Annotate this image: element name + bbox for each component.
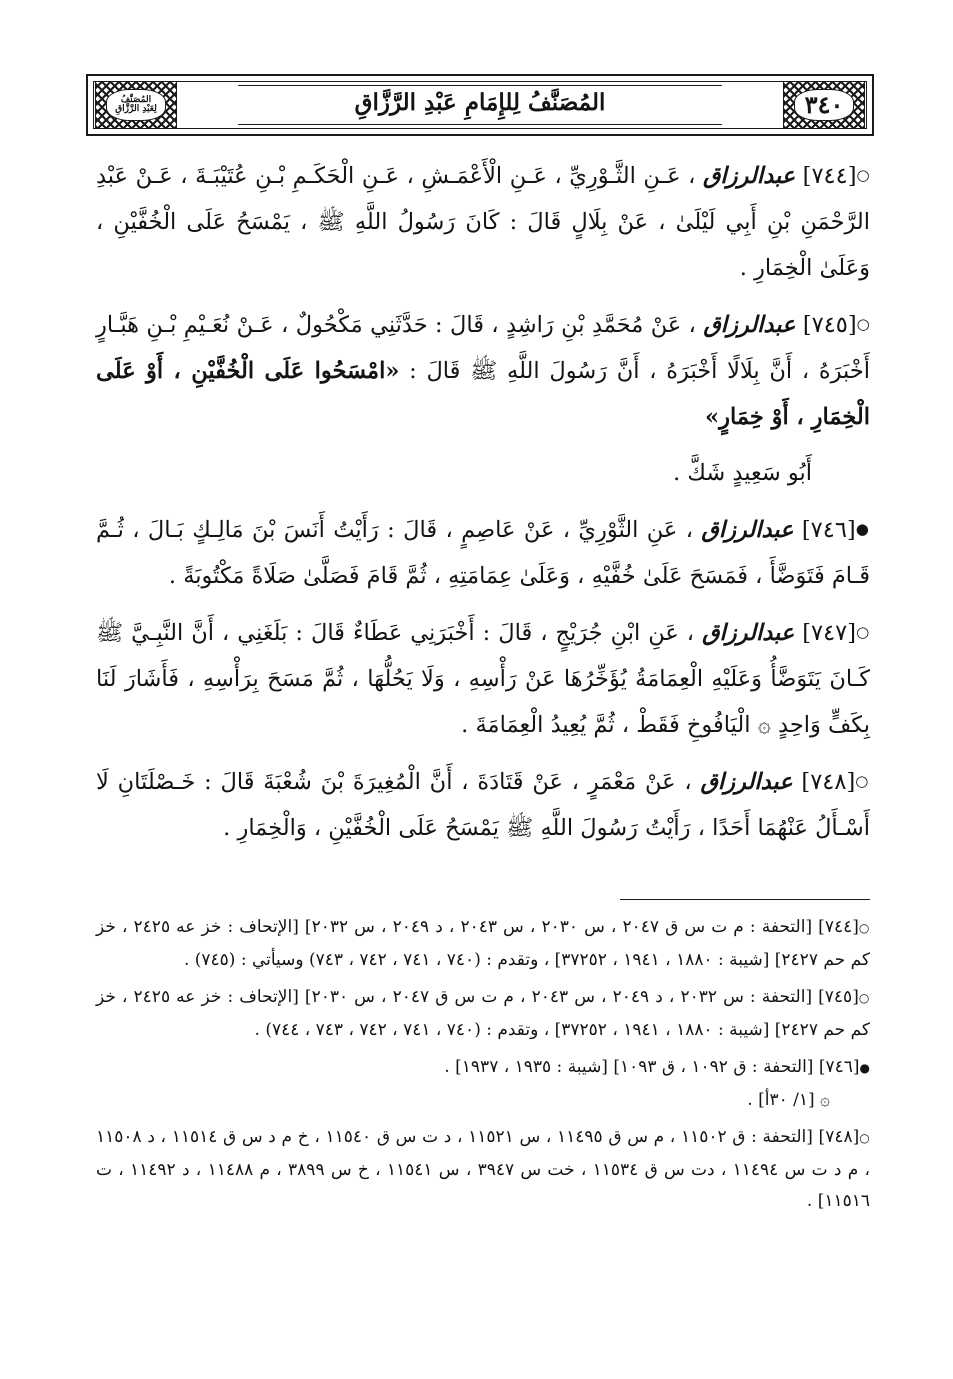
hadith-marker: ○ <box>855 772 871 790</box>
book-seal <box>106 89 166 121</box>
hadith-author: عبدالرزاق <box>703 312 796 338</box>
hadith-text: ، عَنْ مُحَمَّدِ بْنِ رَاشِدٍ ، قَالَ : حَدَّثَنِي مَكْحُولٌ ، عَـنْ نُعَـيْمِ بْـنِ هَبَّـارٍ أَخْبَرَهُ ، أَنَّ بِلَالًا أَخْبَرَهُ ، أَنَّ رَسُولَ اللَّهِ ﷺ قَالَ : <box>96 312 870 384</box>
hadith-746 <box>96 506 870 599</box>
hadith-text: ، عَنِ ابْنِ جُرَيْجٍ ، قَالَ : أَخْبَرَنِي عَطَاءٌ قَالَ : بَلَغَنِي ، أَنَّ النَّبِـيَّ ﷺ كَـانَ يَتَوَضَّأُ وَعَلَيْهِ الْعِمَامَةُ يُؤَخِّرُهَا عَنْ رَأْسِهِ ، وَلَا يَحُلُّهَا ، ثُمَّ مَسَحَ بِرَأْسِهِ ، فَأَشَارَ لَنَا بِكَفٍّ وَاحِدٍ ۞ الْيَافُوخِ فَقَطْ ، ثُمَّ يُعِيدُ الْعِمَامَةَ . <box>96 620 870 738</box>
hadith-marker: ● <box>855 520 871 538</box>
hadith-number: [٧٤٦] <box>801 517 856 543</box>
footnote-marker: ○ <box>859 1131 870 1145</box>
footnote-745 <box>96 982 870 1046</box>
footnote-marker: ● <box>859 1061 870 1075</box>
seal-line-1: المُصَنَّفُ <box>120 94 152 105</box>
footnote-marker: ○ <box>858 991 870 1005</box>
footnote-744 <box>96 912 870 976</box>
hadith-748 <box>96 758 870 851</box>
footnotes <box>96 912 870 1224</box>
hadith-marker: ○ <box>856 623 871 641</box>
page-number: ٣٤٠ <box>804 90 844 119</box>
footnote-text: [٧٤٥] [التحفة : س ٢٠٣٢ ، د ٢٠٤٩ ، س ٢٠٤٣ ، م ت س ق ٢٠٤٧ ، س ٢٠٣٠] [الإتحاف : خز عه ٢٤٢٥ ، خز كم حم ٢٤٢٧] [شيبة : ١٨٨٠ ، ١٩٤١ ، ٣٧٢٥٢] ، وتقدم : (٧٤٠ ، ٧٤١ ، ٧٤٢ ، ٧٤٣ ، ٧٤٤) . <box>96 987 870 1040</box>
hadith-number: [٧٤٧] <box>802 620 857 646</box>
main-text <box>96 152 870 861</box>
hadith-number: [٧٤٨] <box>801 769 856 795</box>
hadith-author: عبدالرزاق <box>700 769 793 795</box>
hadith-text: ، عَنِ الثَّوْرِيِّ ، عَنْ عَاصِمٍ ، قَالَ : رَأَيْتُ أَنَسَ بْنَ مَالِـكٍ بَـالَ ، ثُـمَّ قَـامَ فَتَوَضَّأَ ، فَمَسَحَ عَلَىٰ خُفَّيْهِ ، وَعَلَىٰ عِمَامَتِهِ ، ثُمَّ قَامَ فَصَلَّىٰ صَلَاةً مَكْتُوبَةً . <box>96 517 870 589</box>
footnote-marker: ○ <box>858 921 871 935</box>
footnote-746 <box>96 1052 870 1085</box>
page-header <box>86 74 874 136</box>
footnote-746-page-ref: ۞ [١/ ٣٠أ] . <box>747 1089 830 1110</box>
footnote-text: [٧٤٦] [التحفة : ق ١٠٩٢ ، ق ١٠٩٣] [شيبة : ١٩٣٥ ، ١٩٣٧] . <box>444 1057 860 1077</box>
hadith-number: [٧٤٥] <box>802 312 857 338</box>
book-seal-ornament <box>95 81 177 129</box>
hadith-745 <box>96 301 870 440</box>
hadith-text: ، عَنْ مَعْمَرٍ ، عَنْ قَتَادَةَ ، أَنَّ الْمُغِيرَةَ بْنَ شُعْبَةَ قَالَ : خَـصْلَتَانِ لَا أَسْـأَلُ عَنْهُمَا أَحَدًا ، رَأَيْتُ رَسُولَ اللَّهِ ﷺ يَمْسَحُ عَلَى الْخُفَّيْنِ ، وَالْخِمَارِ . <box>96 769 870 841</box>
footnote-separator <box>620 899 870 900</box>
header-rule-bottom <box>238 124 722 125</box>
hadith-author: عبدالرزاق <box>702 163 796 189</box>
header-rule-top <box>238 85 722 86</box>
running-title: المُصَنَّفُ لِلإِمَامِ عَبْدِ الرَّزَّاقِ <box>354 89 606 116</box>
hadith-text: ، عَـنِ الثَّـوْرِيِّ ، عَـنِ الْأَعْمَـشِ ، عَـنِ الْحَكَـمِ بْـنِ عُتَيْبَـةَ ، عَـنْ عَبْدِ الرَّحْمَنِ بْنِ أَبِي لَيْلَىٰ ، عَنْ بِلَالٍ قَالَ : كَانَ رَسُولُ اللَّهِ ﷺ ، يَمْسَحُ عَلَى الْخُفَّيْنِ ، وَعَلَىٰ الْخِمَارِ . <box>96 163 870 281</box>
hadith-745-note: أَبُو سَعِيدٍ شَكَّ . <box>673 460 812 486</box>
hadith-744 <box>96 152 870 291</box>
hadith-author: عبدالرزاق <box>702 620 795 646</box>
footnote-text: [٧٤٤] [التحفة : م ت س ق ٢٠٤٧ ، س ٢٠٣٠ ، س ٢٠٤٣ ، د ٢٠٤٩ ، س ٢٠٣٢] [الإتحاف : خز عه ٢٤٢٥ ، خز كم حم ٢٤٢٧] [شيبة : ١٨٨٠ ، ١٩٤١ ، ٣٧٢٥٢] ، وتقدم : (٧٤٠ ، ٧٤١ ، ٧٤٢ ، ٧٤٣) وسيأتي : (٧٤٥) . <box>96 917 870 970</box>
hadith-marker: ○ <box>856 315 870 333</box>
hadith-747 <box>96 609 870 748</box>
footnote-748 <box>96 1122 870 1218</box>
footnote-text: [٧٤٨] [التحفة : ق ١١٥٠٢ ، م س ق ١١٤٩٥ ، س ١١٥٢١ ، د ت س ق ١١٥٤٠ ، خ م د س ق ١١٥١٤ ، د ١١٥٠٨ ، م د ت س ١١٤٩٤ ، دت س ق ١١٥٣٤ ، خت س ٣٩٤٧ ، س ١١٥٤١ ، خ س ٣٨٩٩ ، م ١١٤٨٨ ، د ١١٤٩٢ ، ت ١١٥١٦] . <box>96 1127 870 1211</box>
hadith-author: عبدالرزاق <box>701 517 794 543</box>
hadith-marker: ○ <box>856 166 870 184</box>
seal-line-2: لِعَبْدِ الرَّزَّاقِ <box>115 104 157 114</box>
hadith-quote: «امْسَحُوا عَلَى الْخُفَّيْنِ ، أَوْ عَلَى الْخِمَارِ ، أَوْ خِمَارٍ» <box>96 358 870 430</box>
hadith-number: [٧٤٤] <box>802 163 857 189</box>
